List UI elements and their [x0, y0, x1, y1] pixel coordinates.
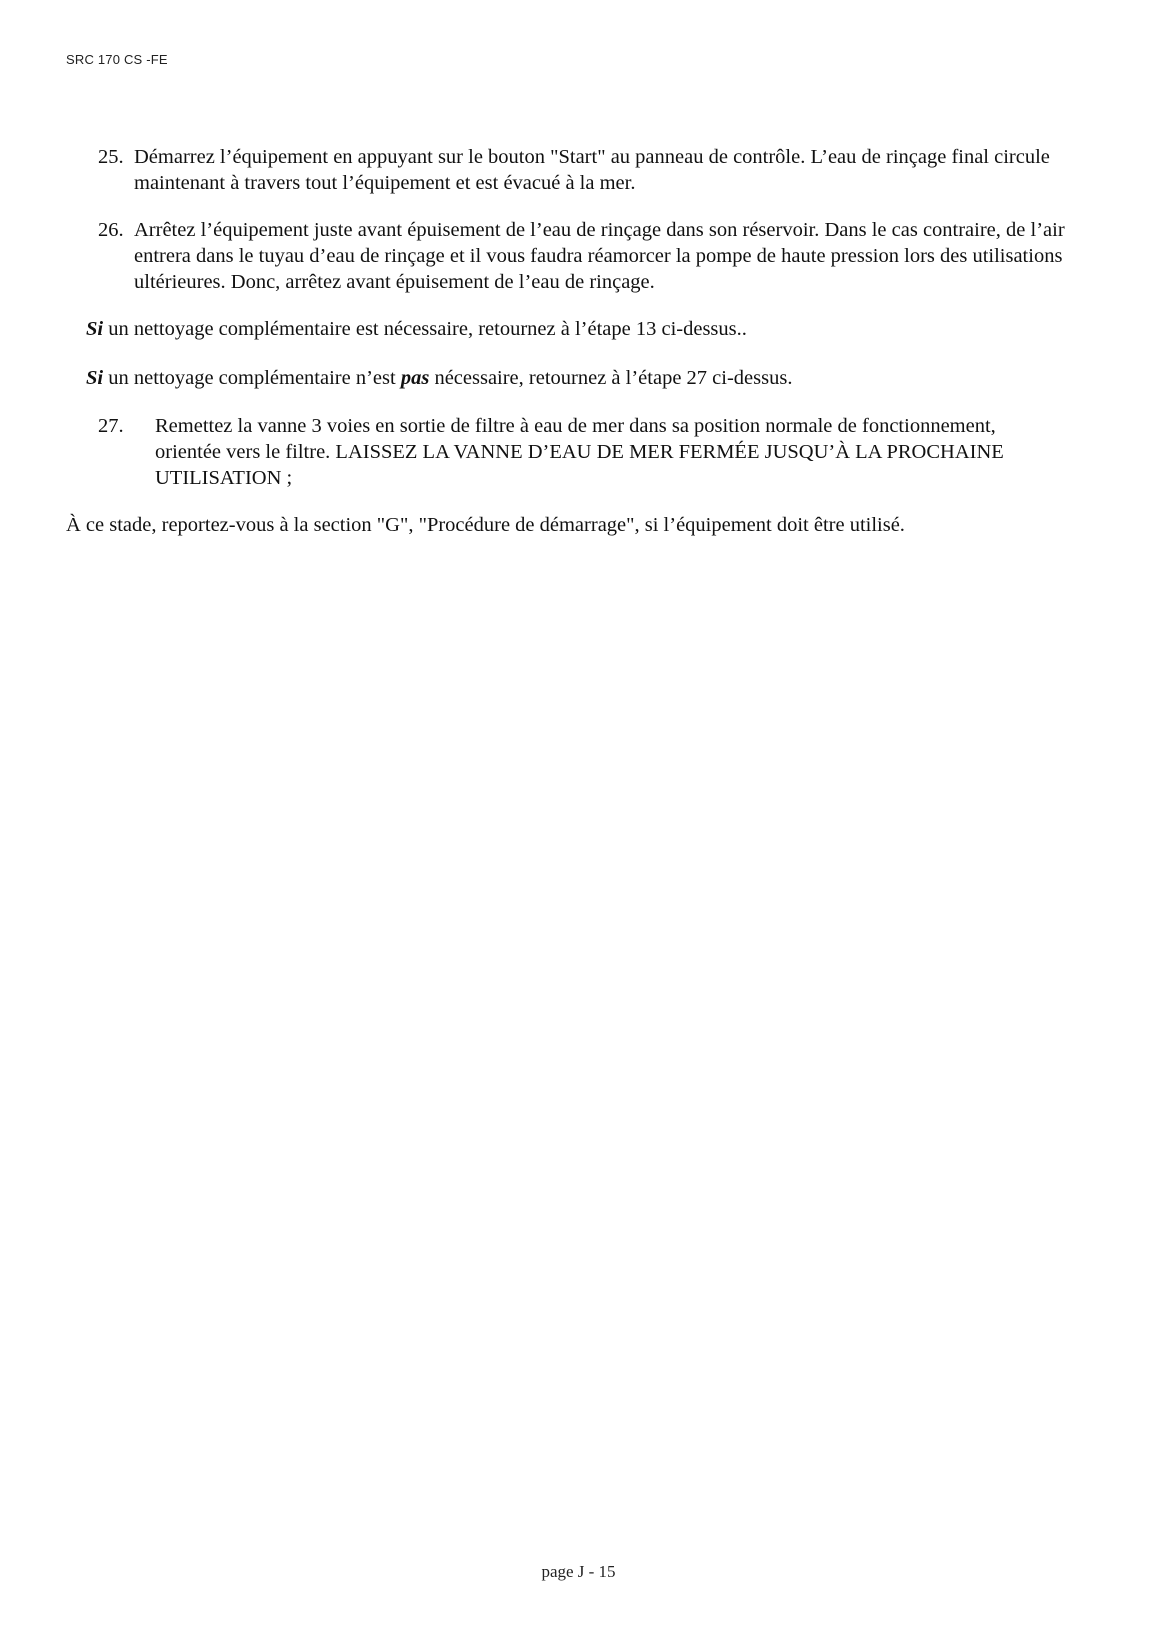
condition-lead: Si: [86, 318, 104, 340]
condition-text-after: nécessaire, retournez à l’étape 27 ci-dessus.: [429, 367, 793, 389]
step-text: Arrêtez l’équipement juste avant épuisement de l’eau de rinçage dans son réservoir. Dans le cas contraire, de l’air entrera dans le tuyau d’eau de rinçage et il vous faudra réamorcer la pompe de haute pression lors des utilisations ultérieures. Donc, arrêtez avant épuisement de l’eau de rinçage.: [134, 219, 1065, 293]
condition-emphasis: pas: [400, 367, 430, 389]
condition-paragraph-2: [86, 365, 1116, 391]
closing-paragraph: À ce stade, reportez-vous à la section "G", "Procédure de démarrage", si l’équipement doit être utilisé.: [66, 514, 905, 536]
document-header-code: SRC 170 CS -FE: [66, 52, 168, 67]
step-number: 25.: [98, 146, 124, 168]
step-text: Remettez la vanne 3 voies en sortie de filtre à eau de mer dans sa position normale de fonctionnement, orientée vers le filtre. LAISSEZ LA VANNE D’EAU DE MER FERMÉE JUSQU’À LA PROCHAINE UTILISATION ;: [155, 415, 1004, 489]
condition-paragraph-1: [86, 316, 1116, 342]
step-number: 26.: [98, 219, 124, 241]
step-number: 27.: [98, 415, 124, 437]
condition-text-before: un nettoyage complémentaire n’est: [103, 367, 401, 389]
condition-text: un nettoyage complémentaire est nécessaire, retournez à l’étape 13 ci-dessus..: [103, 318, 747, 340]
page-number: page J - 15: [541, 1562, 616, 1581]
step-text: Démarrez l’équipement en appuyant sur le bouton "Start" au panneau de contrôle. L’eau de rinçage final circule maintenant à travers tout l’équipement et est évacué à la mer.: [134, 146, 1050, 194]
condition-lead: Si: [86, 367, 104, 389]
